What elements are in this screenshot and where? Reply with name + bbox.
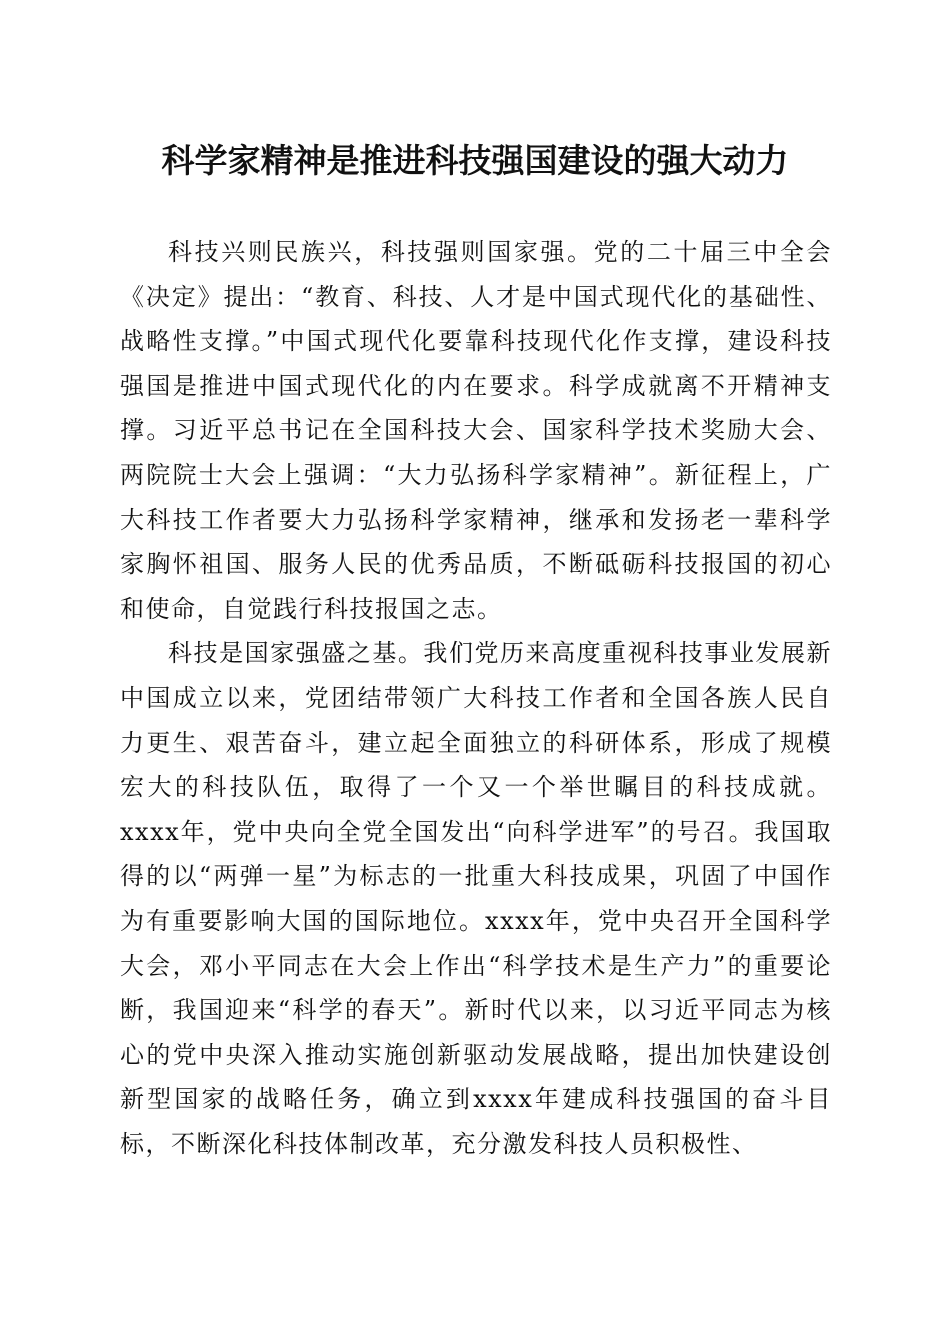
paragraph-2: 科技是国家强盛之基。我们党历来高度重视科技事业发展新中国成立以来，党团结带领广大科技工作者和全国各族人民自力更生、艰苦奋斗，建立起全面独立的科研体系，形成了规模宏大的科技队伍，取得了一个又一个举世瞩目的科技成就。xxxx年，党中央向全党全国发出“向科学进军”的号召。我国取得的以“两弹一星”为标志的一批重大科技成果，巩固了中国作为有重要影响大国的国际地位。xxxx年，党中央召开全国科学大会，邓小平同志在大会上作出“科学技术是生产力”的重要论断，我国迎来“科学的春天”。新时代以来，以习近平同志为核心的党中央深入推动实施创新驱动发展战略，提出加快建设创新型国家的战略任务，确立到xxxx年建成科技强国的奋斗目标，不断深化科技体制改革，充分激发科技人员积极性、 bbox=[120, 639, 832, 1158]
document-title: 科学家精神是推进科技强国建设的强大动力 bbox=[161, 141, 789, 180]
document-body bbox=[120, 230, 832, 1166]
paragraph-1: 科技兴则民族兴，科技强则国家强。党的二十届三中全会《决定》提出：“教育、科技、人才是中国式现代化的基础性、战略性支撑。”中国式现代化要靠科技现代化作支撑，建设科技强国是推进中国式现代化的内在要求。科学成就离不开精神支撑。习近平总书记在全国科技大会、国家科学技术奖励大会、两院院士大会上强调：“大力弘扬科学家精神”。新征程上，广大科技工作者要大力弘扬科学家精神，继承和发扬老一辈科学家胸怀祖国、服务人民的优秀品质，不断砥砺科技报国的初心和使命，自觉践行科技报国之志。 bbox=[120, 238, 832, 623]
